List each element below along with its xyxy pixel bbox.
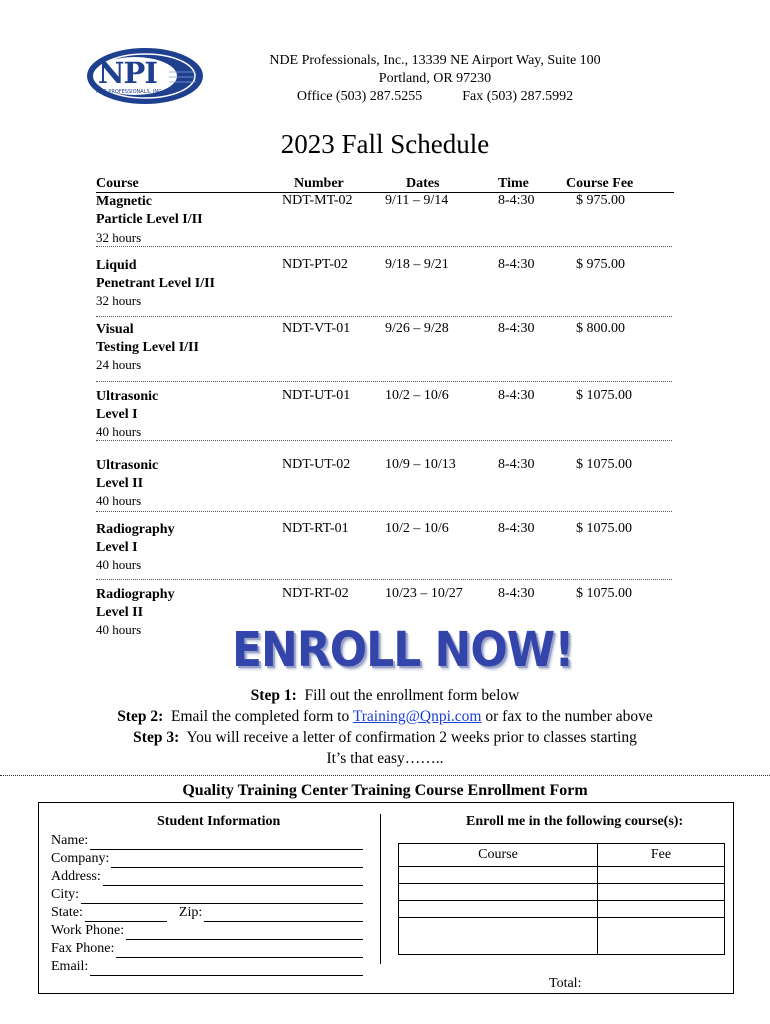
course-dates: 10/2 – 10/6 [385,521,449,536]
course-number: NDT-PT-02 [282,257,348,272]
enroll-now-banner: ENROLL NOW! [232,622,574,679]
closing-line: It’s that easy…….. [326,750,444,767]
student-fields [51,832,363,976]
course-number: NDT-RT-02 [282,586,349,601]
city-field[interactable]: City: [51,886,363,904]
city-line: Portland, OR 97230 [378,71,492,86]
course-time: 8-4:30 [498,193,535,208]
course-hours: 40 hours [96,622,142,637]
fee-cell[interactable] [598,918,725,955]
email-link[interactable]: Training@Qnpi.com [352,708,482,725]
col-time: Time [498,176,529,191]
row-divider [96,316,672,317]
fee-header: Fee [598,844,725,867]
enrollment-steps [0,685,770,769]
course-name: Ultrasonic Level II [96,458,159,491]
course-time: 8-4:30 [498,388,535,403]
col-fee: Course Fee [566,176,634,191]
course-fee: $ 1075.00 [576,521,632,536]
course-cell[interactable] [399,901,598,918]
course-number: NDT-UT-02 [282,457,351,472]
course-dates: 10/2 – 10/6 [385,388,449,403]
course-time: 8-4:30 [498,521,535,536]
course-fee: $ 975.00 [576,257,625,272]
course-hours: 40 hours [96,493,142,508]
course-hours: 40 hours [96,424,142,439]
state-zip-field[interactable]: State: Zip: [51,904,363,922]
course-dates: 10/9 – 10/13 [385,457,456,472]
fee-cell[interactable] [598,901,725,918]
col-course: Course [96,176,139,191]
total-label: Total: [549,976,582,991]
office-phone: Office (503) 287.5255 [296,89,423,104]
address-line: NDE Professionals, Inc., 13339 NE Airport Way, Suite 100 [269,53,601,68]
form-divider [380,814,381,964]
row-divider [96,511,672,512]
student-info-heading: Student Information [157,814,281,829]
course-hours: 32 hours [96,293,142,308]
course-time: 8-4:30 [498,321,535,336]
course-hours: 40 hours [96,557,142,572]
course-hours: 32 hours [96,230,142,245]
course-fee: $ 800.00 [576,321,625,336]
row-divider [96,246,672,247]
course-cell[interactable] [399,884,598,901]
step-2: Step 2: Email the completed form to Training@Qnpi.com or fax to the number above [117,708,653,725]
course-cell[interactable] [399,918,598,955]
col-dates: Dates [406,176,440,191]
course-header: Course [399,844,598,867]
course-hours: 24 hours [96,357,142,372]
course-cell[interactable] [399,867,598,884]
course-fee: $ 1075.00 [576,388,632,403]
course-number: NDT-RT-01 [282,521,349,536]
course-selection-table [398,843,725,955]
company-field[interactable]: Company: [51,850,363,868]
work-phone-field[interactable]: Work Phone: [51,922,363,940]
form-title: Quality Training Center Training Course Enrollment Form [182,782,588,799]
logo-text: NPI [98,56,157,90]
fax-number: Fax (503) 287.5992 [462,89,574,104]
course-name: Visual Testing Level I/II [96,322,199,355]
course-name: Radiography Level I [96,522,175,555]
course-number: NDT-MT-02 [282,193,353,208]
course-selection-heading: Enroll me in the following course(s): [466,814,684,829]
row-divider [96,381,672,382]
course-time: 8-4:30 [498,257,535,272]
step-3: Step 3: You will receive a letter of confirmation 2 weeks prior to classes starting [133,729,637,746]
course-time: 8-4:30 [498,457,535,472]
step-1: Step 1: Fill out the enrollment form below [250,687,520,704]
course-time: 8-4:30 [498,586,535,601]
fax-phone-field[interactable]: Fax Phone: [51,940,363,958]
row-divider [96,579,672,580]
address-field[interactable]: Address: [51,868,363,886]
course-dates: 10/23 – 10/27 [385,586,463,601]
npi-logo [84,46,206,106]
fee-cell[interactable] [598,884,725,901]
course-fee: $ 1075.00 [576,586,632,601]
course-number: NDT-VT-01 [282,321,351,336]
course-name: Radiography Level II [96,587,175,620]
col-number: Number [294,176,344,191]
course-dates: 9/11 – 9/14 [385,193,449,208]
course-number: NDT-UT-01 [282,388,351,403]
course-dates: 9/26 – 9/28 [385,321,449,336]
course-name: Ultrasonic Level I [96,389,159,422]
course-fee: $ 975.00 [576,193,625,208]
email-field[interactable]: Email: [51,958,363,976]
company-header [250,52,620,106]
course-dates: 9/18 – 9/21 [385,257,449,272]
fee-cell[interactable] [598,867,725,884]
course-name: Liquid Penetrant Level I/II [96,258,215,291]
schedule-header [96,176,674,193]
logo-subtext: NDE PROFESSIONALS, INC. [96,89,164,95]
page-title: 2023 Fall Schedule [280,129,490,159]
course-fee: $ 1075.00 [576,457,632,472]
cut-line [0,775,770,776]
row-divider [96,440,672,441]
course-name: Magnetic Particle Level I/II [96,194,203,227]
name-field[interactable]: Name: [51,832,363,850]
